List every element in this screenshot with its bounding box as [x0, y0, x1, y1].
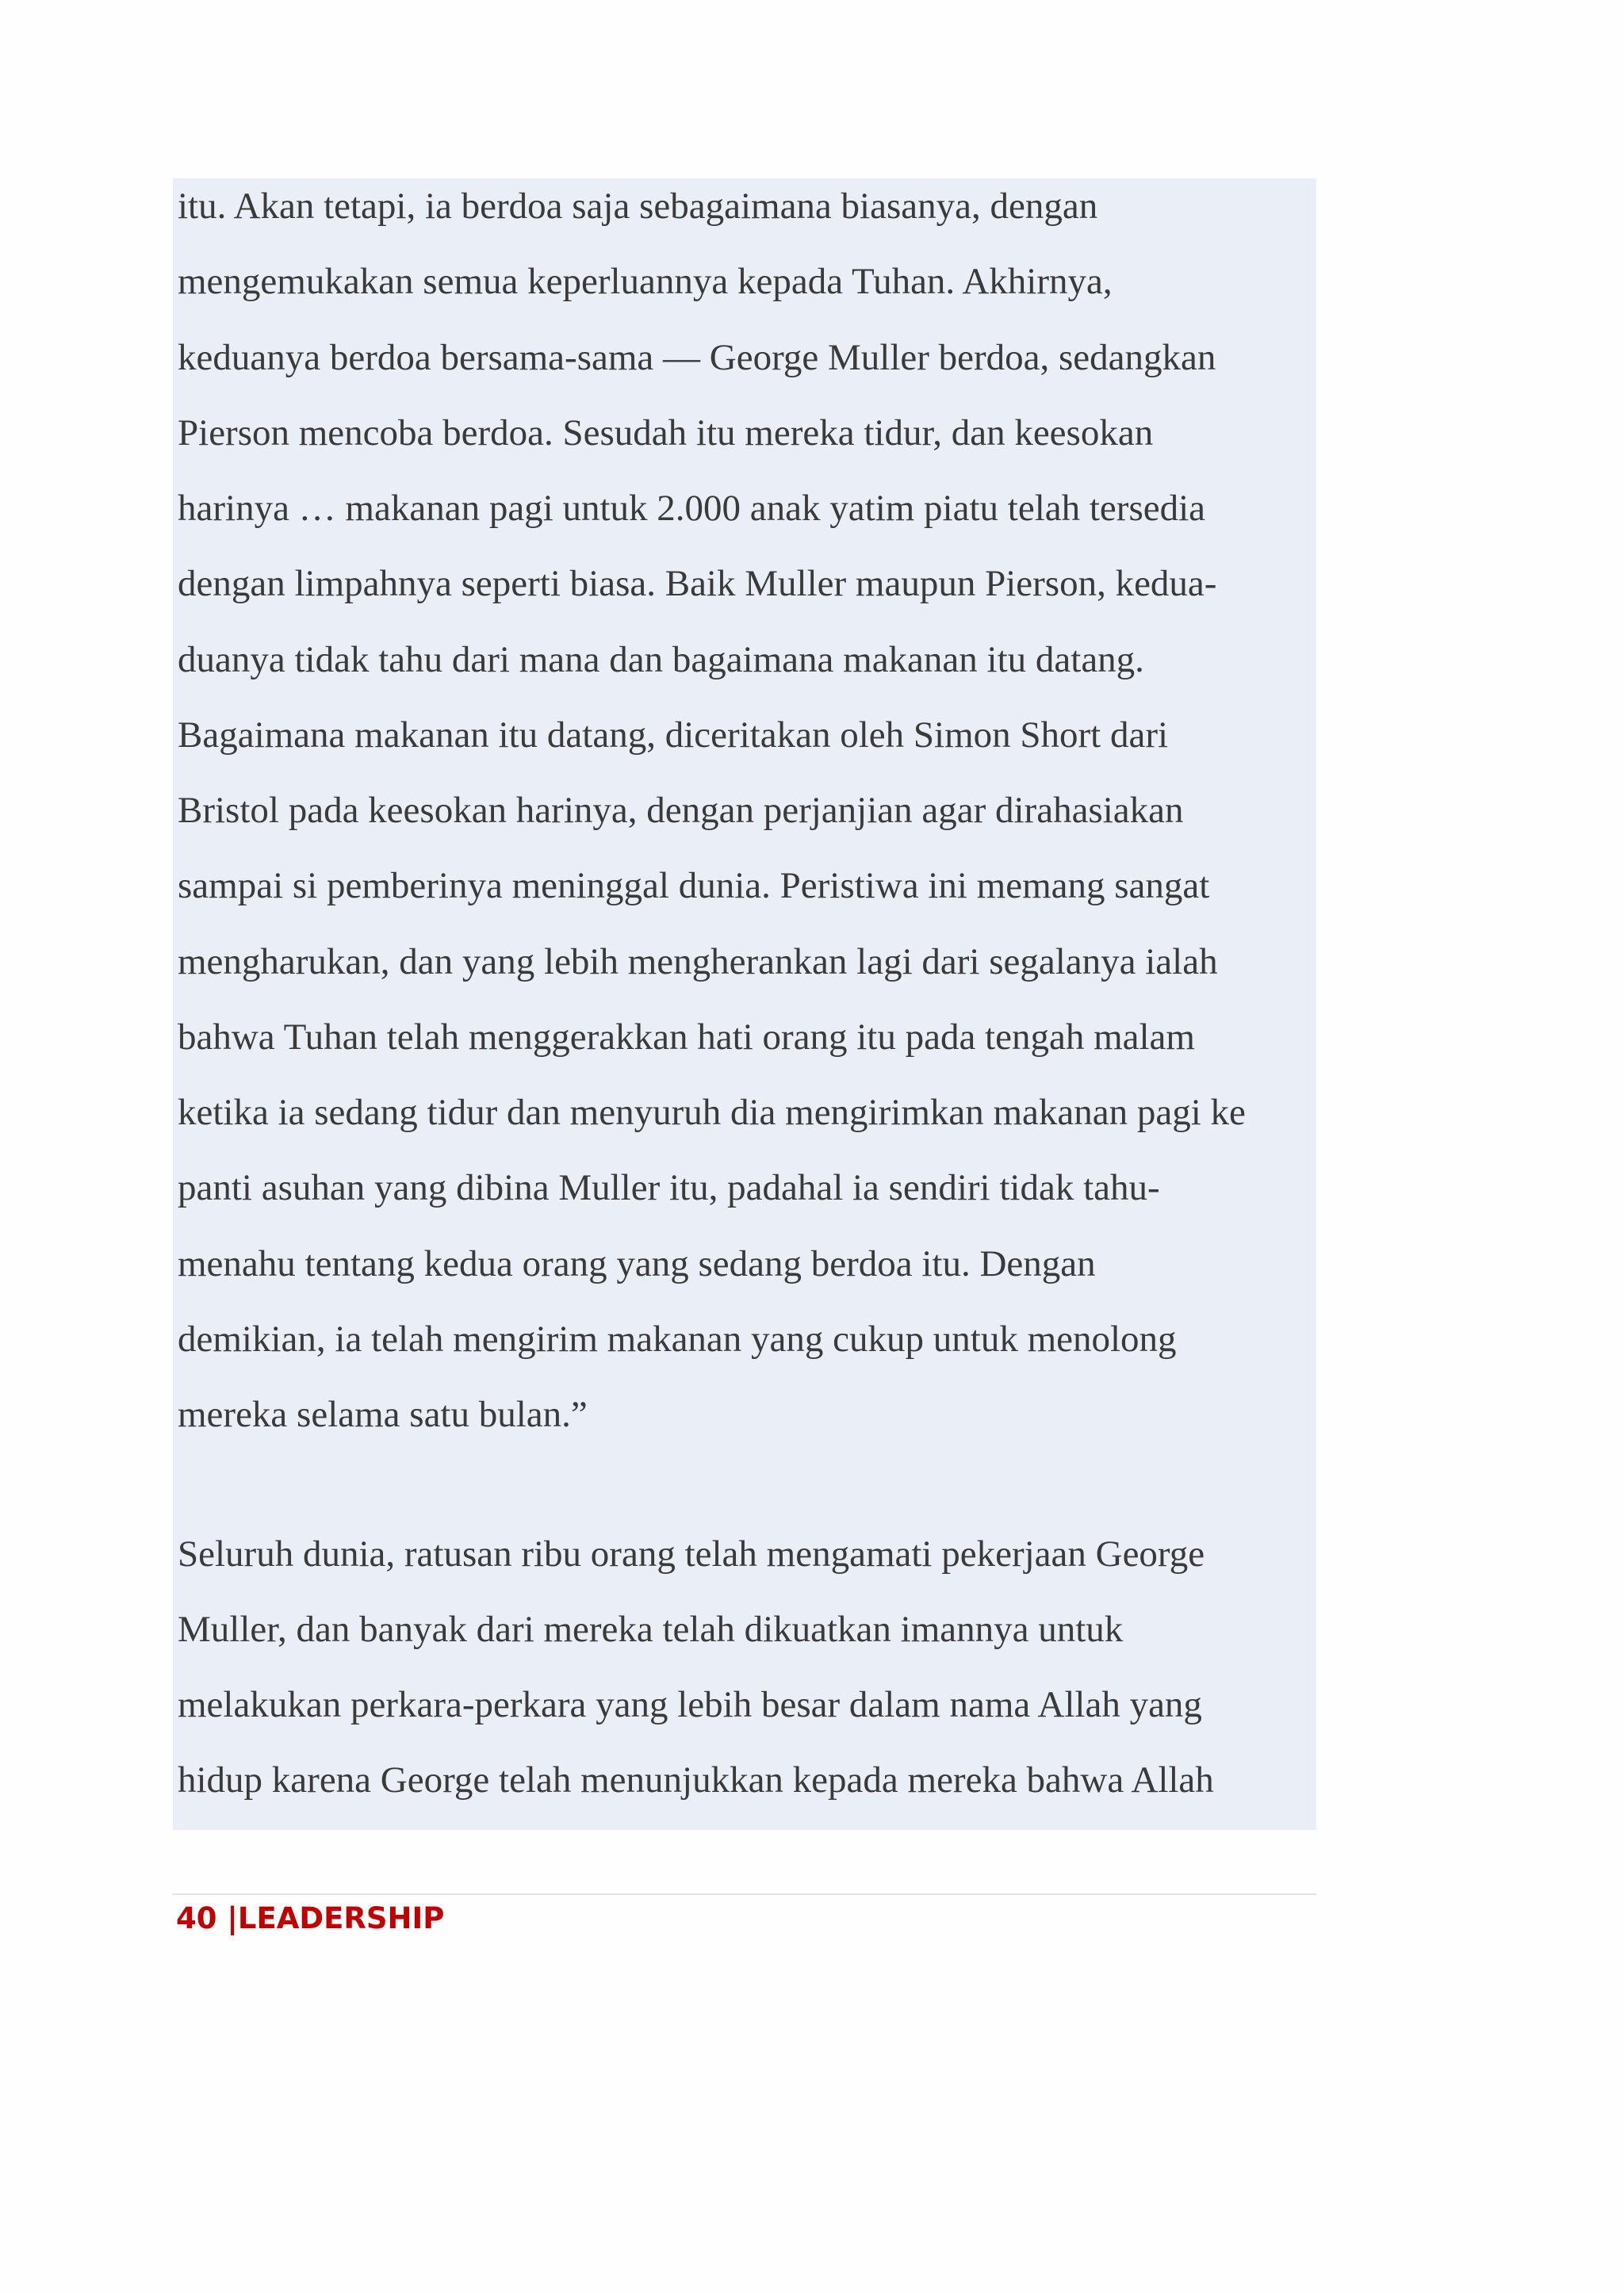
body-line: sampai si pemberinya meninggal dunia. Peristiwa ini memang sangat — [178, 865, 1210, 906]
footer-divider — [173, 1893, 1316, 1895]
body-line: itu. Akan tetapi, ia berdoa saja sebagaimana biasanya, dengan — [178, 186, 1098, 227]
body-line: Seluruh dunia, ratusan ribu orang telah mengamati pekerjaan George — [178, 1533, 1205, 1575]
body-line: duanya tidak tahu dari mana dan bagaimana makanan itu datang. — [178, 639, 1144, 680]
body-line: ketika ia sedang tidur dan menyuruh dia mengirimkan makanan pagi ke — [178, 1092, 1246, 1133]
page-footer — [176, 1900, 444, 1938]
footer-separator: | — [227, 1901, 238, 1935]
body-line: Bagaimana makanan itu datang, diceritakan oleh Simon Short dari — [178, 714, 1169, 756]
body-line: Pierson mencoba berdoa. Sesudah itu mereka tidur, dan keesokan — [178, 412, 1154, 454]
body-line: melakukan perkara-perkara yang lebih besar dalam nama Allah yang — [178, 1684, 1202, 1725]
body-line: mereka selama satu bulan.” — [178, 1394, 588, 1435]
page-number: 40 — [176, 1901, 217, 1935]
body-line: panti asuhan yang dibina Muller itu, padahal ia sendiri tidak tahu- — [178, 1167, 1160, 1208]
body-line: Bristol pada keesokan harinya, dengan perjanjian agar dirahasiakan — [178, 790, 1184, 831]
body-line: bahwa Tuhan telah menggerakkan hati orang itu pada tengah malam — [178, 1016, 1195, 1058]
running-title: LEADERSHIP — [237, 1901, 445, 1935]
body-line: keduanya berdoa bersama-sama — George Muller berdoa, sedangkan — [178, 337, 1216, 378]
body-line: Muller, dan banyak dari mereka telah dikuatkan imannya untuk — [178, 1609, 1124, 1650]
body-line: demikian, ia telah mengirim makanan yang cukup untuk menolong — [178, 1319, 1177, 1360]
body-line: hidup karena George telah menunjukkan kepada mereka bahwa Allah — [178, 1759, 1214, 1801]
body-line: mengharukan, dan yang lebih mengherankan lagi dari segalanya ialah — [178, 941, 1218, 982]
body-line: menahu tentang kedua orang yang sedang berdoa itu. Dengan — [178, 1243, 1096, 1284]
body-line: dengan limpahnya seperti biasa. Baik Muller maupun Pierson, kedua- — [178, 563, 1217, 604]
highlighted-text-block — [173, 178, 1316, 1830]
body-line: mengemukakan semua keperluannya kepada Tuhan. Akhirnya, — [178, 261, 1113, 302]
body-line: harinya … makanan pagi untuk 2.000 anak yatim piatu telah tersedia — [178, 488, 1206, 529]
